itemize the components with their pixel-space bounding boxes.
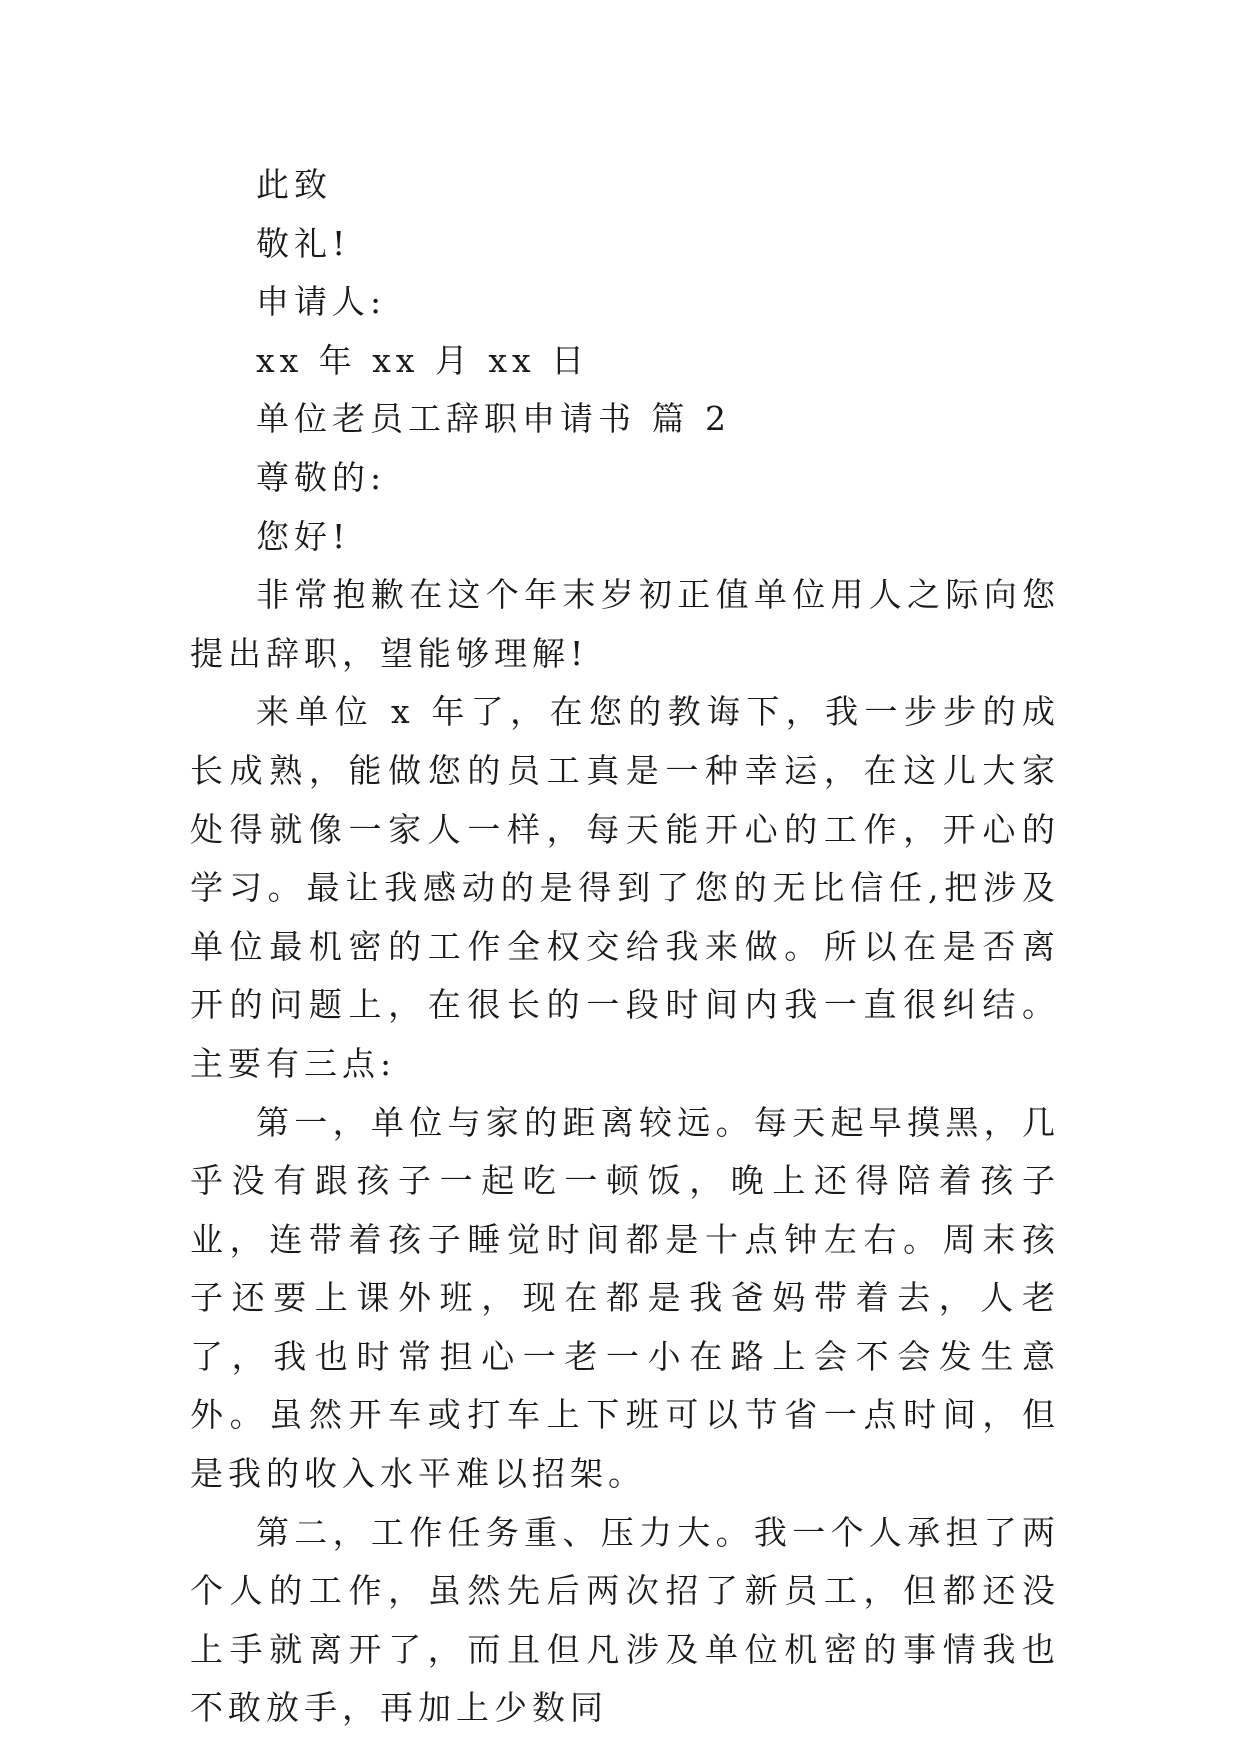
salutation-line: 尊敬的: [256, 457, 387, 497]
closing-line-1: 此致 [256, 165, 332, 204]
document-body [190, 156, 1060, 1738]
paragraph-background: 来单位 x 年了，在您的教诲下，我一步步的成长成熟，能做您的员工真是一种幸运，在这儿大家处得就像一家人一样，每天能开心的工作，开心的学习。最让我感动的是得到了您的无比信任,把涉及单位最机密的工作全权交给我来做。所以在是否离开的问题上，在很长的一段时间内我一直很纠结。主要有三点: [190, 692, 1060, 1083]
section-title: 单位老员工辞职申请书 篇 2 [256, 399, 731, 439]
paragraph-intro: 非常抱歉在这个年末岁初正值单位用人之际向您提出辞职，望能够理解! [190, 575, 1060, 673]
paragraph-point-one: 第一，单位与家的距离较远。每天起早摸黑，几乎没有跟孩子一起吃一顿饭，晚上还得陪着孩子业，连带着孩子睡觉时间都是十点钟左右。周末孩子还要上课外班，现在都是我爸妈带着去，人老了，我也时常担心一老一小在路上会不会发生意外。虽然开车或打车上下班可以节省一点时间，但是我的收入水平难以招架。 [190, 1102, 1060, 1494]
paragraph-point-two: 第二，工作任务重、压力大。我一个人承担了两个人的工作，虽然先后两次招了新员工，但都还没上手就离开了，而且但凡涉及单位机密的事情我也不敢放手，再加上少数同 [190, 1512, 1060, 1728]
greeting-line: 您好! [256, 516, 351, 556]
applicant-line: 申请人: [256, 282, 387, 322]
date-line: xx 年 xx 月 xx 日 [256, 340, 590, 380]
closing-line-2: 敬礼! [256, 223, 351, 263]
